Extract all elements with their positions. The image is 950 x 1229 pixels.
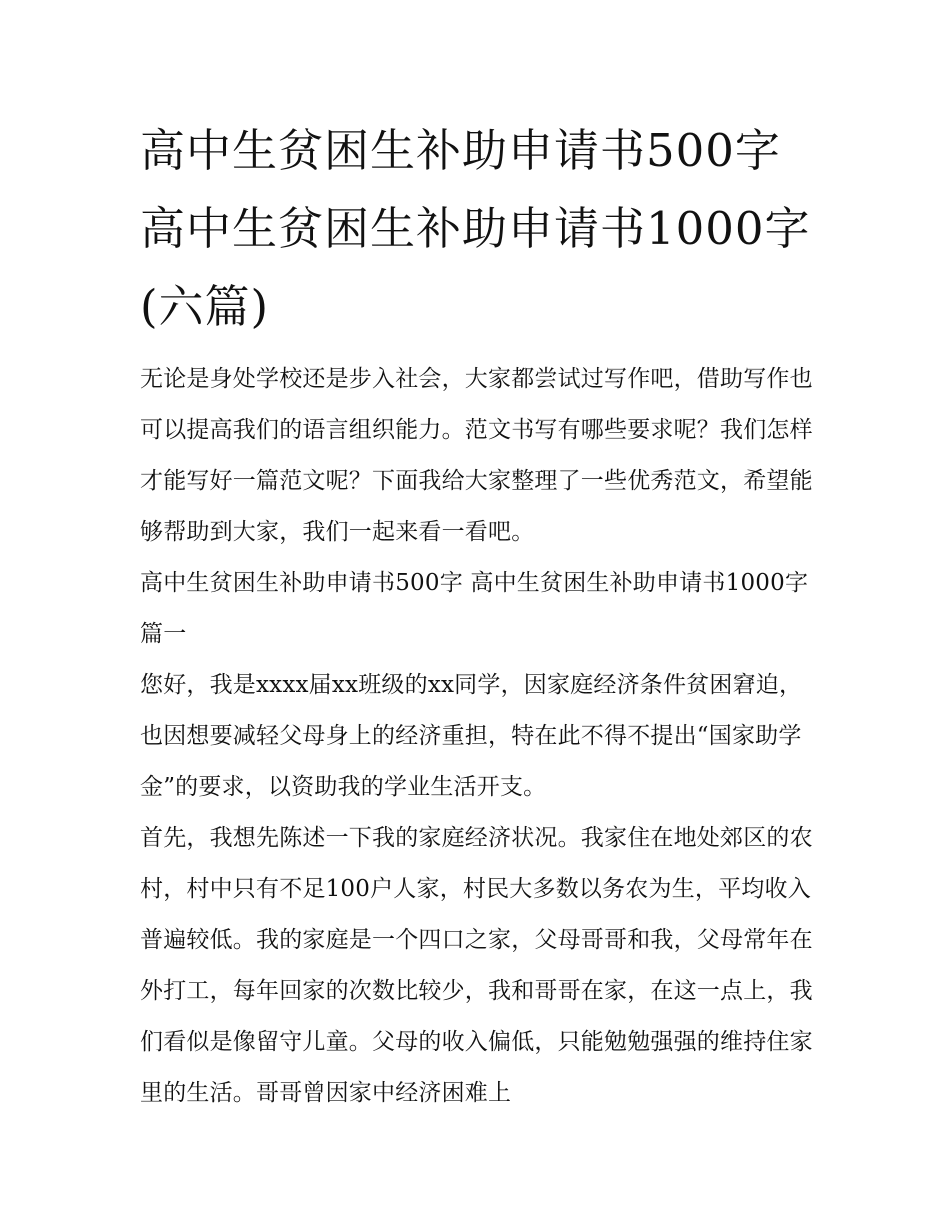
document-page: [140, 112, 820, 1119]
section-heading: 高中生贫困生补助申请书500字 高中生贫困生补助申请书1000字篇一: [140, 570, 809, 647]
body-paragraph: 首先，我想先陈述一下我的家庭经济状况。我家住在地处郊区的农村，村中只有不足100户人家，村民大多数以务农为生，平均收入普遍较低。我的家庭是一个四口之家，父母哥哥和我，父母常年在外打工，每年回家的次数比较少，我和哥哥在家，在这一点上，我们看似是像留守儿童。父母的收入偏低，只能勉勉强强的维持住家里的生活。哥哥曾因家中经济困难上: [140, 825, 813, 1106]
intro-paragraph: 无论是身处学校还是步入社会，大家都尝试过写作吧，借助写作也可以提高我们的语言组织能力。范文书写有哪些要求呢？我们怎样才能写好一篇范文呢？下面我给大家整理了一些优秀范文，希望能够帮助到大家，我们一起来看一看吧。: [140, 366, 813, 545]
document-title: 高中生贫困生补助申请书500字 高中生贫困生补助申请书1000字(六篇): [140, 124, 811, 333]
body-paragraph: 您好，我是xxxx届xx班级的xx同学，因家庭经济条件贫困窘迫，也因想要减轻父母身上的经济重担，特在此不得不提出“国家助学金”的要求，以资助我的学业生活开支。: [140, 672, 803, 800]
